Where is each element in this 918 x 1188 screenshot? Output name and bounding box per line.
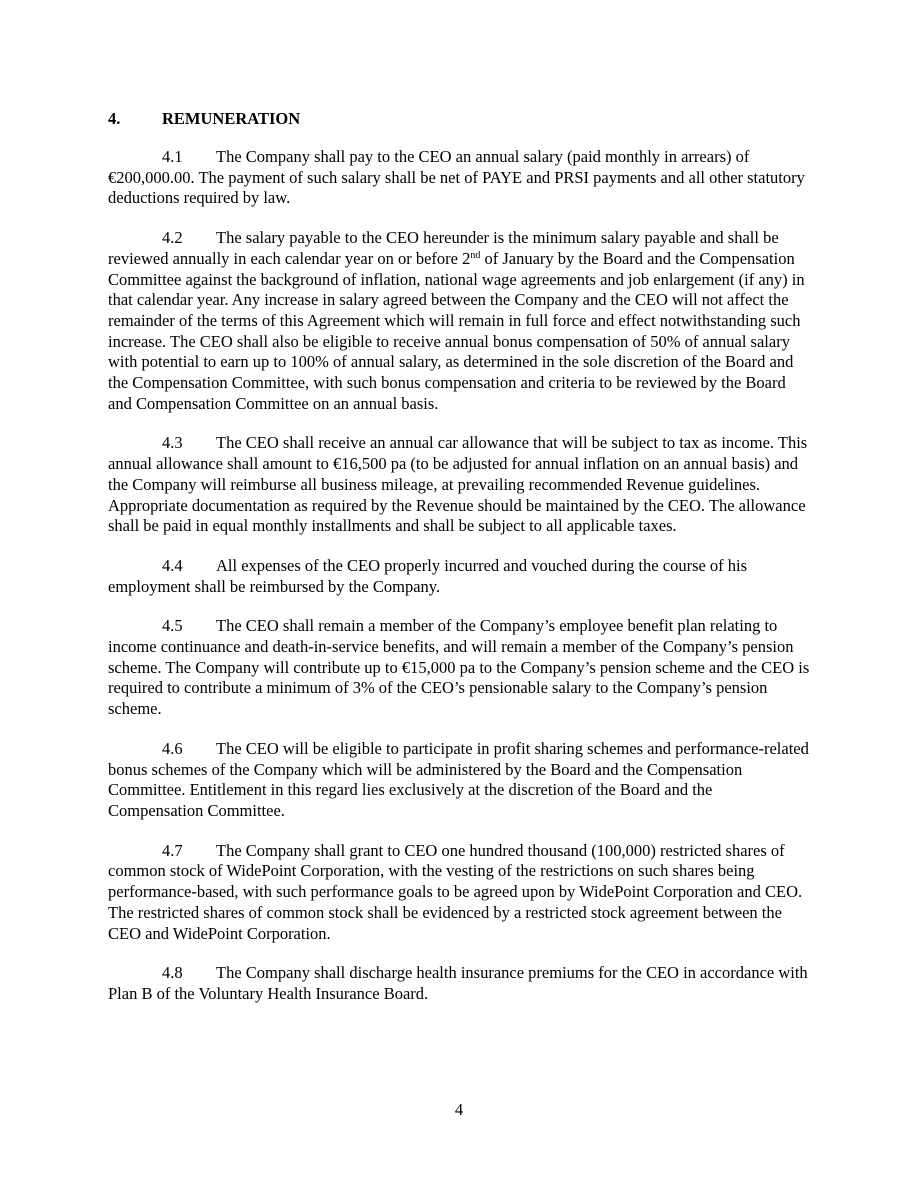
clause-text: The Company shall pay to the CEO an annual salary (paid monthly in arrears) of €200,000.00. The payment of such salary shall be net of PAYE and PRSI payments and all other statutory deductions required by law.	[108, 147, 805, 208]
clause-4-8	[108, 963, 810, 1004]
clause-text: The CEO shall remain a member of the Company’s employee benefit plan relating to income continuance and death-in-service benefits, and will remain a member of the Company’s pension scheme. The Company will contribute up to €15,000 pa to the Company’s pension scheme and the CEO is required to contribute a minimum of 3% of the CEO’s pensionable salary to the Company’s pension scheme.	[108, 616, 810, 719]
clause-4-3	[108, 433, 810, 537]
clause-4-4	[108, 556, 810, 597]
clause-4-2	[108, 228, 810, 414]
section-heading	[108, 108, 810, 129]
clause-text: The CEO will be eligible to participate in profit sharing schemes and performance-related bonus schemes of the Company which will be administered by the Board and the Compensation Committee. Entitlement in this regard lies exclusively at the discretion of the Board and the Compensation Committee.	[108, 738, 809, 820]
page-number: 4	[454, 1100, 464, 1119]
clause-text: The CEO shall receive an annual car allowance that will be subject to tax as income. This annual allowance shall amount to €16,500 pa (to be adjusted for annual inflation on an annual basis) and the Company will reimburse all business mileage, at prevailing recommended Revenue guidelines. Appropriate documentation as required by the Revenue should be maintained by the CEO. The allowance shall be paid in equal monthly installments and shall be subject to all applicable taxes.	[108, 433, 808, 536]
clause-number: 4.3	[162, 433, 183, 453]
document-page	[108, 108, 810, 1024]
clause-number: 4.1	[162, 147, 183, 166]
clause-number: 4.2	[162, 228, 183, 248]
clause-number: 4.4	[162, 555, 183, 575]
clause-number: 4.6	[162, 738, 183, 758]
clause-4-7	[108, 841, 810, 945]
clause-text-part-1: The salary payable to the CEO hereunder is the minimum salary payable and shall be reviewed annually in each calendar year on or before 2	[108, 228, 779, 268]
clause-4-5	[108, 616, 810, 720]
clause-superscript: nd	[470, 249, 481, 261]
clause-text-part-2: of January by the Board and the Compensation Committee against the background of inflation, national wage agreements and job enlargement (if any) in that calendar year. Any increase in salary agreed between the Company and the CEO will not affect the remainder of the terms of this Agreement which will remain in full force and effect notwithstanding such increase. The CEO shall also be eligible to receive annual bonus compensation of 50% of annual salary with potential to earn up to 100% of annual salary, as determined in the sole discretion of the Board and the Compensation Committee, with such bonus compensation and criteria to be reviewed by the Board and Compensation Committee on an annual basis.	[108, 248, 805, 413]
clause-number: 4.5	[162, 616, 183, 636]
clause-number: 4.8	[162, 963, 183, 983]
clause-text: The Company shall grant to CEO one hundred thousand (100,000) restricted shares of common stock of WidePoint Corporation, with the vesting of the restrictions on such shares being performance-based, with such performance goals to be agreed upon by WidePoint Corporation and CEO. The restricted shares of common stock shall be evidenced by a restricted stock agreement between the CEO and WidePoint Corporation.	[108, 840, 803, 943]
clause-text: The Company shall discharge health insurance premiums for the CEO in accordance with Plan B of the Voluntary Health Insurance Board.	[108, 963, 808, 1003]
clause-number: 4.7	[162, 840, 183, 860]
clause-text: All expenses of the CEO properly incurred and vouched during the course of his employment shall be reimbursed by the Company.	[108, 555, 748, 596]
section-title: REMUNERATION	[162, 109, 301, 128]
section-number: 4.	[108, 109, 121, 128]
clause-4-1	[108, 147, 810, 209]
clause-4-6	[108, 739, 810, 822]
